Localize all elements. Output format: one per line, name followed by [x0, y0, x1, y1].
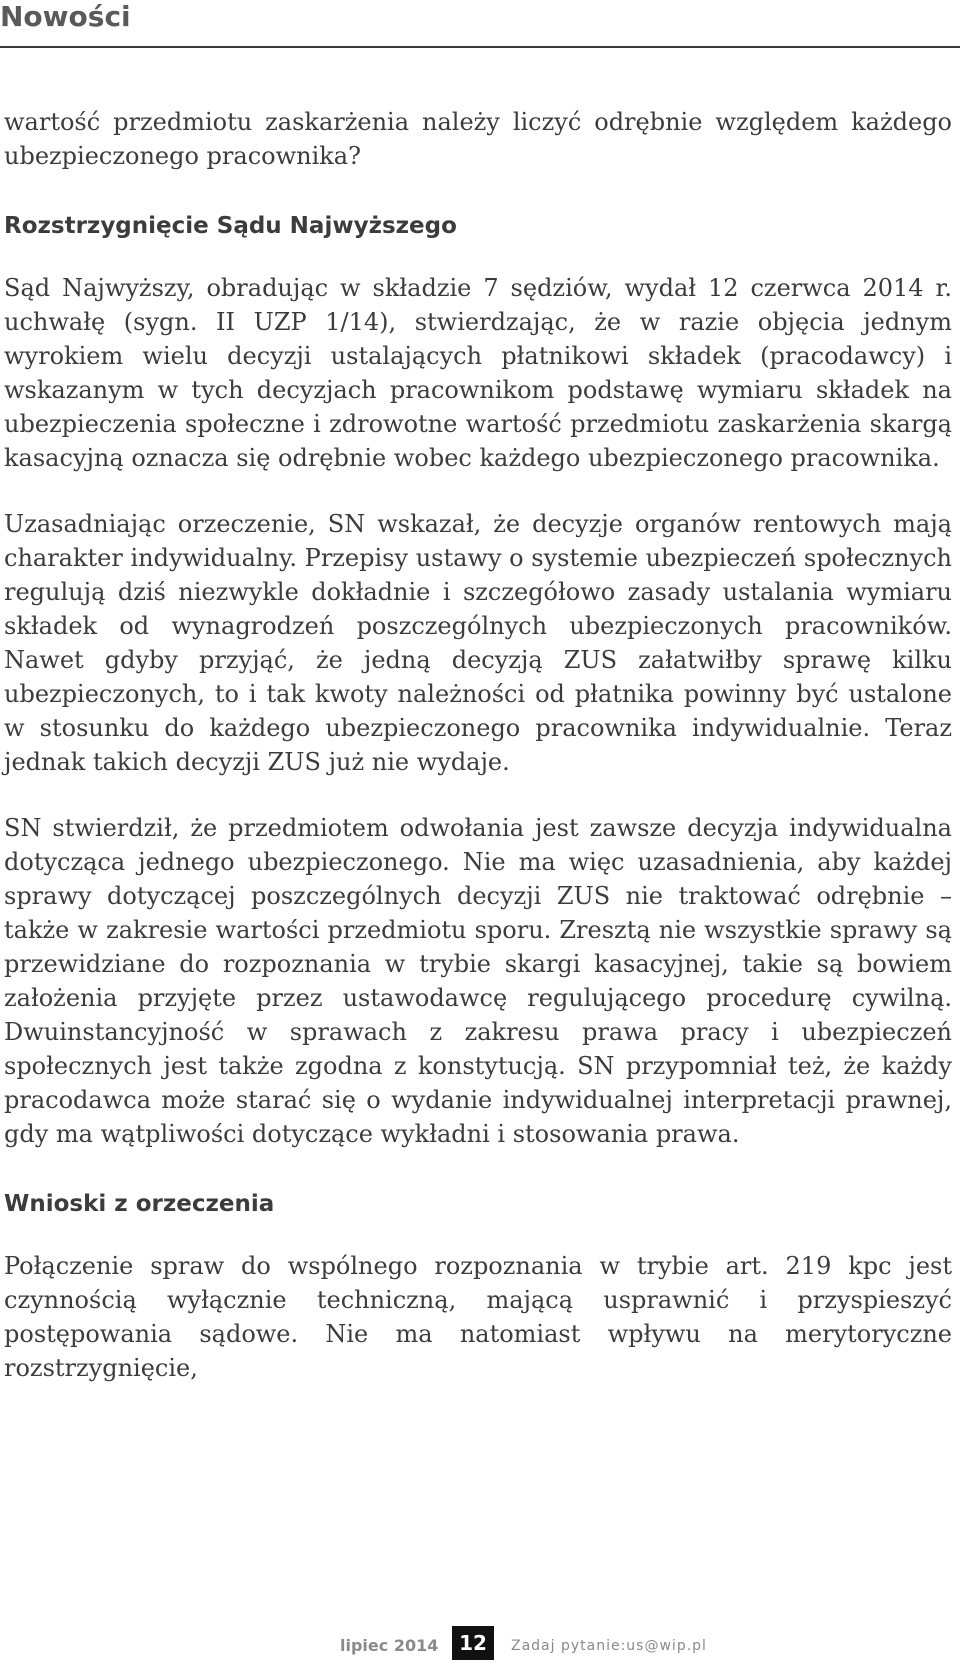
page-footer [0, 1626, 960, 1662]
heading-conclusions: Wnioski z orzeczenia [4, 1191, 275, 1217]
header-rule [0, 46, 960, 48]
paragraph-findings: SN stwierdził, że przedmiotem odwołania jest zawsze decyzja indywidualna dotycząca jednego ubezpieczonego. Nie ma więc uzasadnienia, aby każdej sprawy dotyczącej poszczególnych decyzji ZUS nie traktować odrębnie – także w zakresie wartości przedmiotu sporu. Zresztą nie wszystkie sprawy są przewidziane do rozpoznania w trybie skargi kasacyjnej, takie są bowiem założenia przyjęte przez ustawodawcę regulującego procedurę cywilną. Dwuinstancyjność w sprawach z zakresu prawa pracy i ubezpieczeń społecznych jest także zgodna z konstytucją. SN przypomniał też, że każdy pracodawca może starać się o wydanie indywidualnej interpretacji prawnej, gdy ma wątpliwości dotyczące wykładni i stosowania prawa. [4, 814, 952, 1148]
paragraph-justification: Uzasadniając orzeczenie, SN wskazał, że decyzje organów rentowych mają charakter indywidualny. Przepisy ustawy o systemie ubezpieczeń społecznych regulują dziś niezwykle dokładnie i szczegółowo zasady ustalania wymiaru składek od wynagrodzeń poszczególnych ubezpieczonych pracowników. Nawet gdyby przyjąć, że jedną decyzją ZUS załatwiłby sprawę kilku ubezpieczonych, to i tak kwoty należności od płatnika powinny być ustalone w stosunku do każdego ubezpieczonego pracownika indywidualnie. Teraz jednak takich decyzji ZUS już nie wydaje. [4, 510, 952, 776]
heading-ruling: Rozstrzygnięcie Sądu Najwyższego [4, 213, 457, 239]
article-body [4, 105, 952, 1385]
paragraph-conclusions: Połączenie spraw do wspólnego rozpoznania w trybie art. 219 kpc jest czynnością wyłącznie techniczną, mającą usprawnić i przyspieszyć postępowania sądowe. Nie ma natomiast wpływu na merytoryczne rozstrzygnięcie, [4, 1252, 952, 1382]
paragraph-ruling: Sąd Najwyższy, obradując w składzie 7 sędziów, wydał 12 czerwca 2014 r. uchwałę (sygn. II UZP 1/14), stwierdzając, że w razie objęcia jednym wyrokiem wielu decyzji ustalających płatnikowi składek (pracodawcy) i wskazanym w tych decyzjach pracownikom podstawę wymiaru składek na ubezpieczenia społeczne i zdrowotne wartość przedmiotu zaskarżenia skargą kasacyjną oznacza się odrębnie wobec każdego ubezpieczonego pracownika. [4, 274, 952, 472]
paragraph-question: wartość przedmiotu zaskarżenia należy liczyć odrębnie względem każdego ubezpieczonego pracownika? [4, 108, 952, 170]
section-title: Nowości [0, 0, 131, 33]
footer-contact: Zadaj pytanie:us@wip.pl [511, 1638, 707, 1654]
footer-date: lipiec 2014 [340, 1636, 439, 1655]
page-number: 12 [452, 1626, 494, 1660]
